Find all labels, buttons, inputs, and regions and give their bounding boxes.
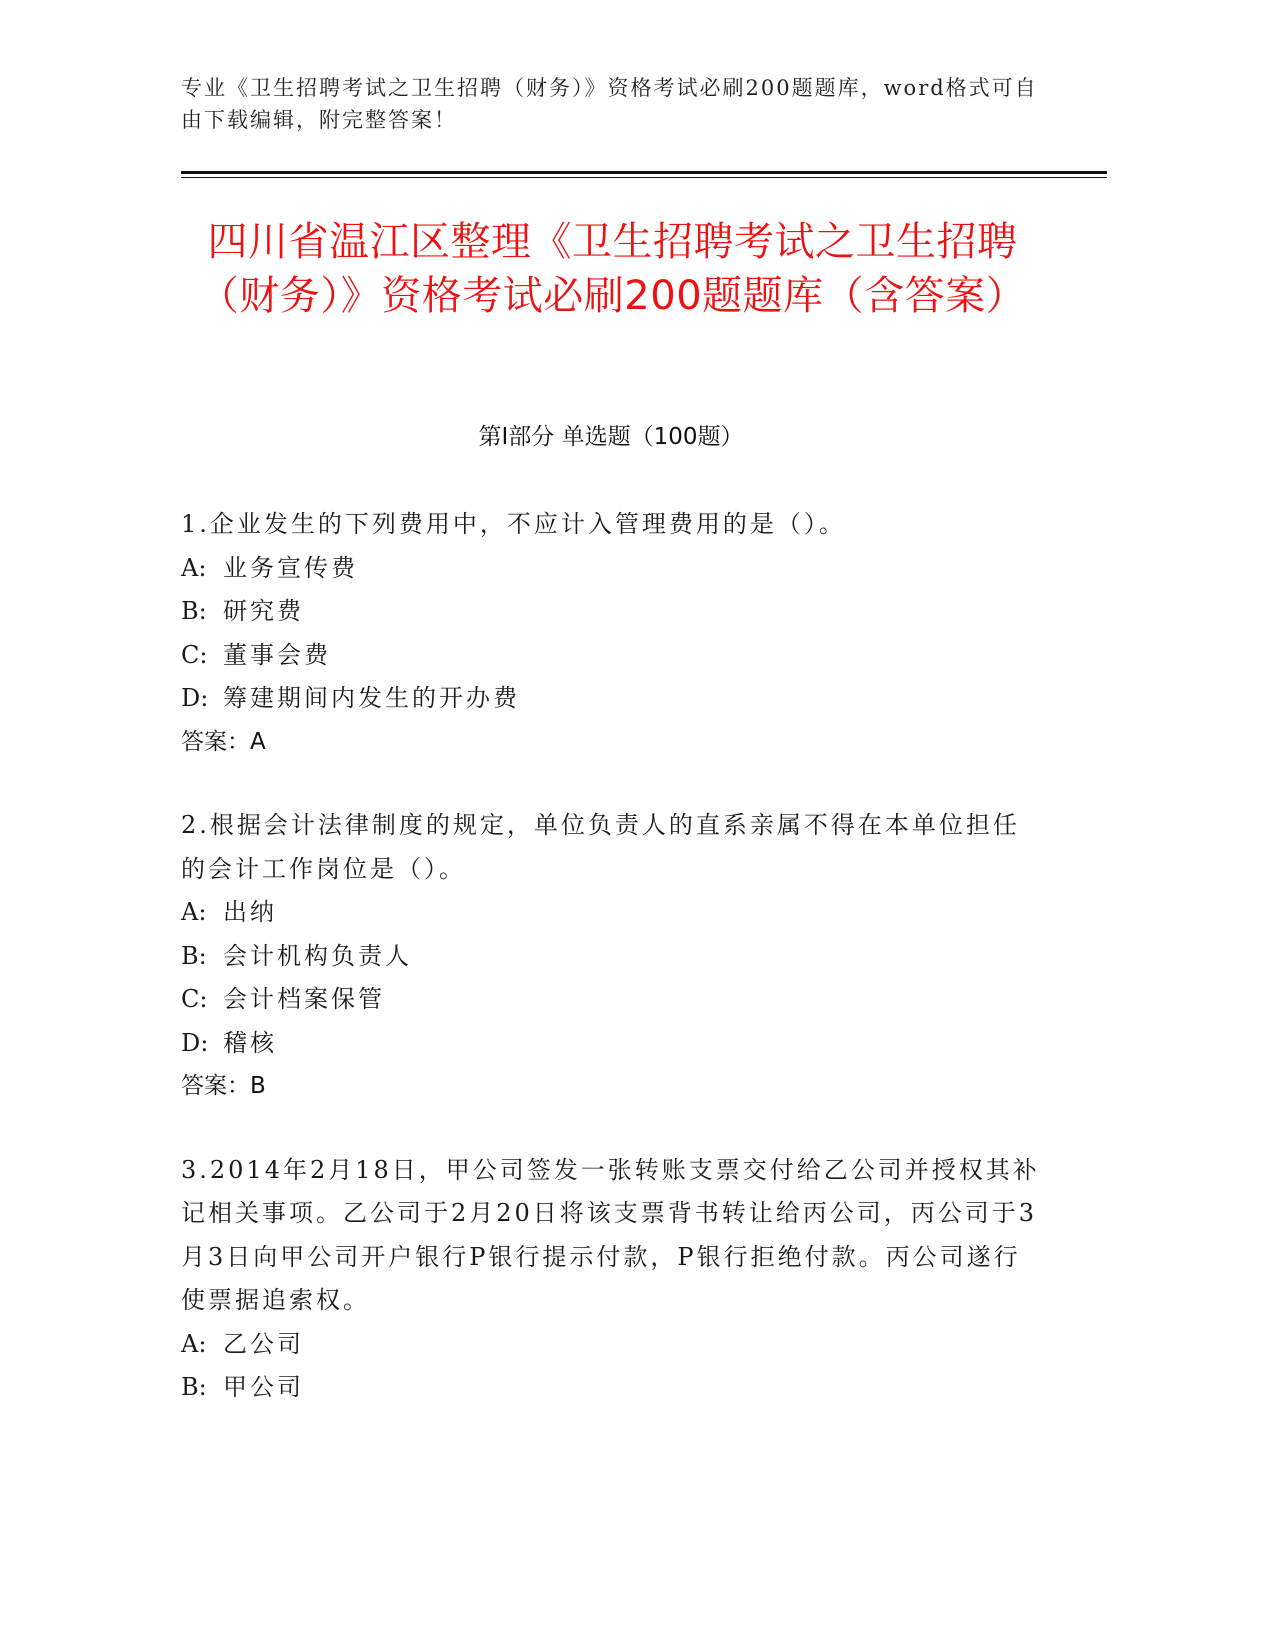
question-stem: 1.企业发生的下列费用中，不应计入管理费用的是（）。 xyxy=(181,510,846,538)
option-key: D: xyxy=(181,684,209,712)
question-1 xyxy=(181,503,1041,764)
option-key: A: xyxy=(181,1329,207,1358)
option-key: B: xyxy=(181,597,207,625)
option-key: D: xyxy=(181,1028,209,1057)
option-a xyxy=(181,547,1041,591)
option-d xyxy=(181,677,1041,721)
option-text: 乙公司 xyxy=(223,1329,304,1358)
option-text: 稽核 xyxy=(223,1028,277,1057)
question-2 xyxy=(181,804,1041,1109)
question-stem: 2.根据会计法律制度的规定，单位负责人的直系亲属不得在本单位担任的会计工作岗位是（）。 xyxy=(181,811,1020,883)
option-a xyxy=(181,1323,1041,1367)
option-text: 业务宣传费 xyxy=(223,553,358,582)
option-text: 出纳 xyxy=(223,898,277,926)
section-heading: 第I部分 单选题（100题） xyxy=(478,424,744,450)
answer-value: B xyxy=(250,1073,266,1099)
option-key: B: xyxy=(181,941,207,970)
option-key: A: xyxy=(181,553,207,582)
option-key: C: xyxy=(181,640,208,669)
question-3 xyxy=(181,1149,1041,1410)
option-d xyxy=(181,1022,1041,1066)
answer-value: A xyxy=(250,728,266,755)
question-list xyxy=(181,503,1041,1450)
option-text: 筹建期间内发生的开办费 xyxy=(223,684,520,712)
answer-label: 答案： xyxy=(181,728,250,755)
option-key: C: xyxy=(181,985,208,1013)
header-note: 专业《卫生招聘考试之卫生招聘（财务）》资格考试必刷200题题库，word格式可自由下载编辑，附完整答案！ xyxy=(181,76,1038,132)
option-text: 研究费 xyxy=(223,597,304,625)
answer-line xyxy=(181,721,1041,765)
option-a xyxy=(181,891,1041,935)
option-text: 会计档案保管 xyxy=(223,985,385,1013)
answer-label: 答案： xyxy=(181,1073,250,1099)
option-c xyxy=(181,978,1041,1022)
header-divider-thin xyxy=(181,177,1107,178)
answer-line xyxy=(181,1065,1041,1109)
option-b xyxy=(181,1366,1041,1410)
option-b xyxy=(181,590,1041,634)
option-key: B: xyxy=(181,1373,207,1401)
question-stem: 3.2014年2月18日，甲公司签发一张转账支票交付给乙公司并授权其补记相关事项。乙公司于2月20日将该支票背书转让给丙公司，丙公司于3月3日向甲公司开户银行P银行提示付款，P银行拒绝付款。丙公司遂行使票据追索权。 xyxy=(181,1155,1040,1314)
option-key: A: xyxy=(181,898,207,926)
option-c xyxy=(181,634,1041,678)
document-title: 四川省温江区整理《卫生招聘考试之卫生招聘（财务）》资格考试必刷200题题库（含答案） xyxy=(198,219,1027,319)
option-text: 董事会费 xyxy=(223,640,331,669)
option-text: 会计机构负责人 xyxy=(223,941,412,970)
option-text: 甲公司 xyxy=(223,1373,304,1401)
option-b xyxy=(181,935,1041,979)
header-divider-thick xyxy=(181,171,1107,174)
